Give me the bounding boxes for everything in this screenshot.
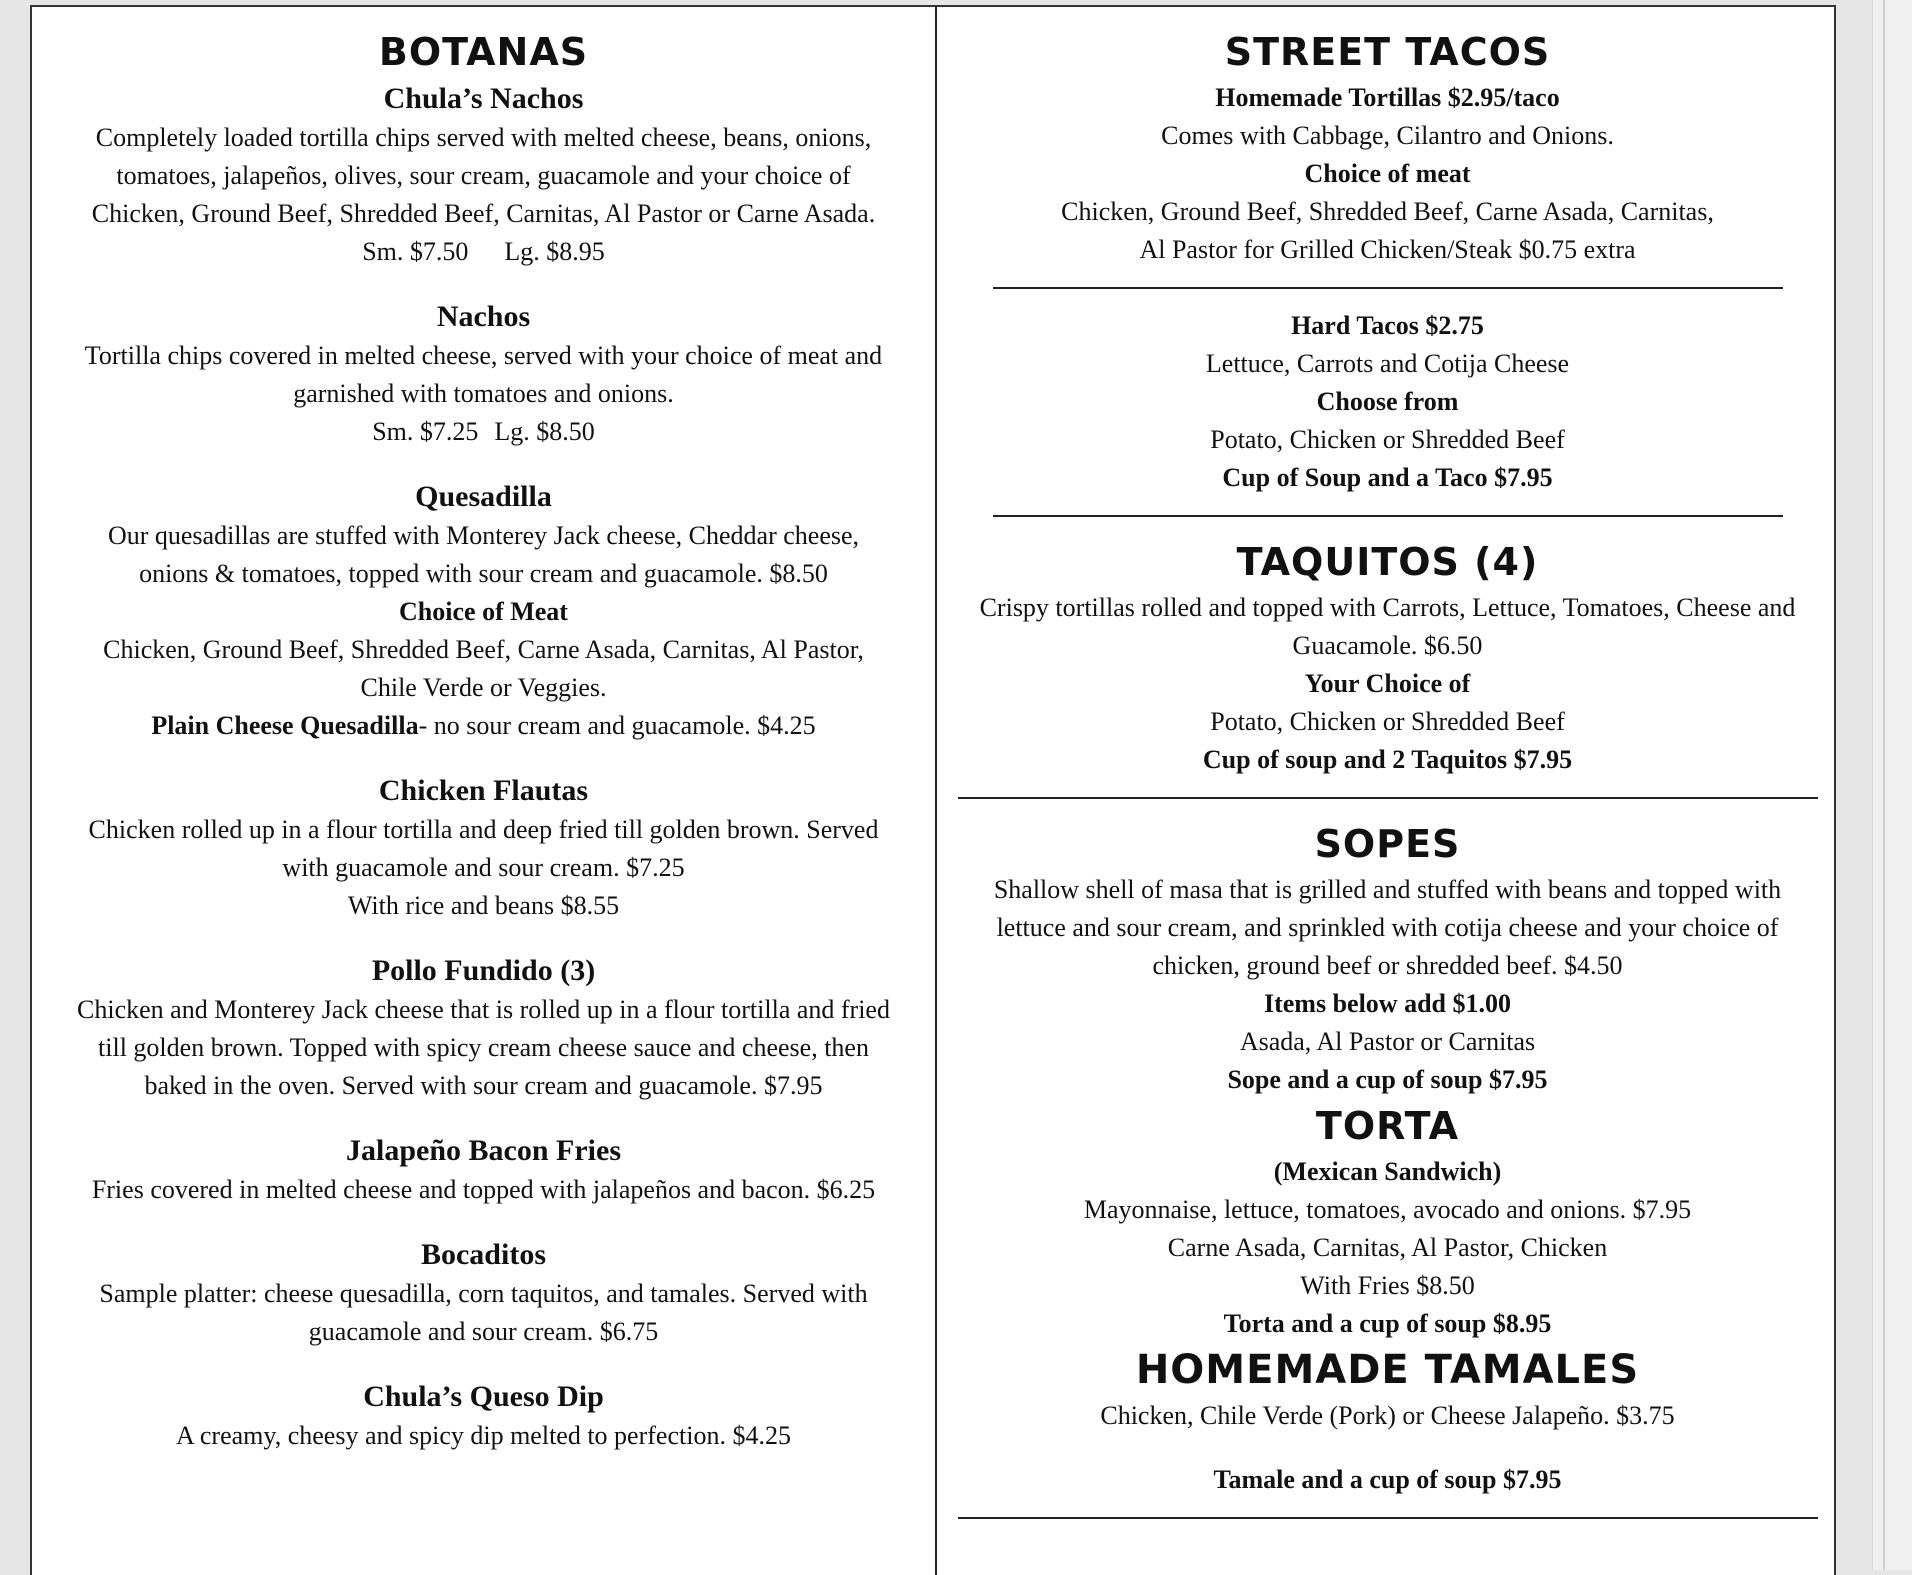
item-desc: Sample platter: cheese quesadilla, corn taquitos, and tamales. Served with (99, 1279, 868, 1308)
menu-line: Asada, Al Pastor or Carnitas (1239, 1027, 1536, 1056)
menu-line: (Mexican Sandwich) (1273, 1157, 1502, 1186)
section-title-sopes: SOPES (1314, 822, 1461, 866)
menu-item-bocaditos (42, 1235, 925, 1351)
menu-line: chicken, ground beef or shredded beef. $4.50 (1152, 951, 1623, 980)
item-desc: Fries covered in melted cheese and topped with jalapeños and bacon. $6.25 (91, 1175, 876, 1204)
menu-line: Sope and a cup of soup $7.95 (1227, 1065, 1548, 1094)
menu-line: Tamale and a cup of soup $7.95 (1213, 1465, 1562, 1494)
section-title-botanas: BOTANAS (378, 30, 589, 74)
menu-line: Torta and a cup of soup $8.95 (1223, 1309, 1552, 1338)
menu-item-chulas-nachos (42, 79, 925, 271)
section-homemade-tamales (947, 1343, 1828, 1499)
menu-line: Shallow shell of masa that is grilled and stuffed with beans and topped with (993, 875, 1782, 904)
menu-line: Crispy tortillas rolled and topped with Carrots, Lettuce, Tomatoes, Cheese and (979, 593, 1796, 622)
section-title-street-tacos: STREET TACOS (1224, 30, 1551, 74)
section-hard-tacos (947, 307, 1828, 497)
section-torta (947, 1099, 1828, 1343)
menu-line: Your Choice of (1304, 669, 1471, 698)
botanas-column (32, 25, 935, 1455)
section-street-tacos (947, 25, 1828, 269)
item-desc: With rice and beans $8.55 (347, 891, 620, 920)
price-small: Sm. $7.25 (372, 417, 479, 446)
item-desc: tomatoes, jalapeños, olives, sour cream, guacamole and your choice of (116, 161, 851, 190)
menu-line: Hard Tacos $2.75 (1291, 311, 1484, 340)
plain-cheese-line (42, 707, 925, 745)
section-rule (958, 797, 1818, 799)
menu-item-quesadilla (42, 477, 925, 745)
item-desc: till golden brown. Topped with spicy cream cheese sauce and cheese, then (98, 1033, 869, 1062)
item-name: Quesadilla (415, 480, 552, 513)
menu-line: Carne Asada, Carnitas, Al Pastor, Chicken (1167, 1233, 1608, 1262)
menu-line: Lettuce, Carrots and Cotija Cheese (1205, 349, 1570, 378)
item-desc: garnished with tomatoes and onions. (293, 379, 674, 408)
menu-page (30, 5, 1836, 1575)
price-large: Lg. $8.95 (504, 237, 605, 266)
menu-line: Al Pastor for Grilled Chicken/Steak $0.75 extra (1139, 235, 1636, 264)
item-subheading: Choice of Meat (399, 597, 568, 626)
section-rule (993, 287, 1783, 289)
menu-item-nachos (42, 297, 925, 451)
item-name: Pollo Fundido (3) (371, 954, 596, 987)
section-taquitos (947, 535, 1828, 779)
item-desc: Chile Verde or Veggies. (360, 673, 607, 702)
item-desc: Completely loaded tortilla chips served with melted cheese, beans, onions, (95, 123, 872, 152)
menu-line: Comes with Cabbage, Cilantro and Onions. (1161, 121, 1614, 150)
tacos-column (937, 25, 1838, 1537)
menu-line: Items below add $1.00 (1263, 989, 1511, 1018)
menu-line: Chicken, Ground Beef, Shredded Beef, Carne Asada, Carnitas, (1061, 197, 1714, 226)
section-title-taquitos: TAQUITOS (4) (1236, 540, 1539, 584)
menu-line: With Fries $8.50 (1300, 1271, 1475, 1300)
item-name: Jalapeño Bacon Fries (346, 1134, 621, 1167)
menu-line: Choice of meat (1304, 159, 1471, 188)
item-desc: with guacamole and sour cream. $7.25 (282, 853, 685, 882)
item-desc: Our quesadillas are stuffed with Monterey Jack cheese, Cheddar cheese, (107, 521, 860, 550)
menu-line: lettuce and sour cream, and sprinkled with cotija cheese and your choice of (996, 913, 1779, 942)
menu-item-chulas-queso-dip (42, 1377, 925, 1455)
menu-line: Potato, Chicken or Shredded Beef (1210, 425, 1565, 454)
menu-item-jalapeno-bacon-fries (42, 1131, 925, 1209)
section-rule (993, 515, 1783, 517)
menu-line: Homemade Tortillas $2.95/taco (1215, 83, 1560, 112)
plain-cheese-label: Plain Cheese Quesadilla (151, 711, 419, 740)
menu-line: Guacamole. $6.50 (1292, 631, 1483, 660)
item-name: Chula’s Queso Dip (363, 1380, 604, 1413)
item-name: Nachos (436, 300, 531, 333)
vertical-scrollbar[interactable] (1872, 0, 1912, 1570)
menu-line: Chicken, Chile Verde (Pork) or Cheese Jalapeño. $3.75 (1100, 1401, 1675, 1430)
section-rule (958, 1517, 1818, 1519)
section-title-tamales: HOMEMADE TAMALES (1135, 1347, 1640, 1393)
item-desc: Chicken, Ground Beef, Shredded Beef, Carnitas, Al Pastor or Carne Asada. (91, 199, 876, 228)
section-title-torta: TORTA (1315, 1104, 1460, 1148)
item-desc: Chicken and Monterey Jack cheese that is rolled up in a flour tortilla and fried (77, 995, 890, 1024)
item-desc: Chicken, Ground Beef, Shredded Beef, Carne Asada, Carnitas, Al Pastor, (103, 635, 864, 664)
item-prices (42, 413, 925, 451)
item-desc: Chicken rolled up in a flour tortilla and deep fried till golden brown. Served (88, 815, 879, 844)
scrollbar-track (1883, 0, 1885, 1570)
item-desc: guacamole and sour cream. $6.75 (308, 1317, 659, 1346)
section-sopes (947, 817, 1828, 1099)
menu-line: Potato, Chicken or Shredded Beef (1210, 707, 1565, 736)
item-name: Chula’s Nachos (383, 82, 584, 115)
item-prices (42, 233, 925, 271)
item-desc: onions & tomatoes, topped with sour cream and guacamole. $8.50 (139, 559, 828, 588)
menu-item-pollo-fundido (42, 951, 925, 1105)
item-name: Chicken Flautas (378, 774, 589, 807)
menu-line: Cup of soup and 2 Taquitos $7.95 (1202, 745, 1573, 774)
item-desc: Tortilla chips covered in melted cheese, served with your choice of meat and (84, 341, 883, 370)
price-small: Sm. $7.50 (362, 237, 469, 266)
menu-line: Cup of Soup and a Taco $7.95 (1222, 463, 1553, 492)
item-desc: A creamy, cheesy and spicy dip melted to perfection. $4.25 (176, 1421, 791, 1450)
menu-item-chicken-flautas (42, 771, 925, 925)
item-name: Bocaditos (420, 1238, 546, 1271)
price-large: Lg. $8.50 (494, 417, 595, 446)
item-desc: baked in the oven. Served with sour cream and guacamole. $7.95 (144, 1071, 823, 1100)
menu-line: Choose from (1316, 387, 1459, 416)
plain-cheese-desc: - no sour cream and guacamole. $4.25 (418, 711, 816, 740)
menu-line: Mayonnaise, lettuce, tomatoes, avocado and onions. $7.95 (1083, 1195, 1692, 1224)
